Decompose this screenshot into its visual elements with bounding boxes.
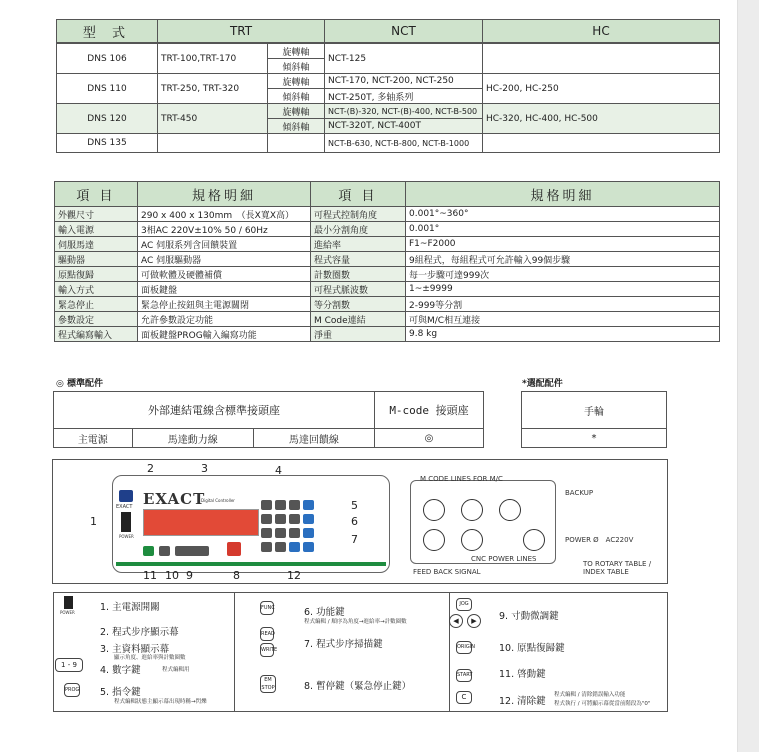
spec-header: 項 目 <box>311 182 406 207</box>
spec-value: 0.001°~360° <box>406 207 720 222</box>
callout-7: 7 <box>351 533 358 546</box>
acc-mcode: M-code 接頭座 <box>375 392 484 429</box>
start-key[interactable] <box>143 546 154 556</box>
display-screen <box>143 509 259 536</box>
write-key[interactable] <box>303 542 314 552</box>
nct-cell: NCT-(B)-320, NCT-(B)-400, NCT-B-500 <box>325 104 483 119</box>
accessories-title: ◎ 標準配件 <box>56 379 103 389</box>
keypad-key[interactable] <box>289 500 300 510</box>
power-switch-icon <box>64 596 73 609</box>
spec-value: 允許參數設定功能 <box>138 312 311 327</box>
legend-sub-6: 程式編輯 / 順序為角度→進給率→計數圈數 <box>304 619 407 625</box>
axis-cell: 傾斜軸 <box>268 89 325 104</box>
read-key[interactable] <box>303 528 314 538</box>
axis-cell: 傾斜軸 <box>268 59 325 74</box>
opt-mark: * <box>522 429 667 448</box>
nct-cell: NCT-320T, NCT-400T <box>325 119 483 134</box>
spec-value: F1~F2000 <box>406 237 720 252</box>
callout-8: 8 <box>233 569 240 582</box>
hc-cell: HC-200, HC-250 <box>483 74 720 104</box>
dns-cell: DNS 135 <box>57 134 158 153</box>
acc-item: 馬達動力線 <box>132 429 253 448</box>
header-trt: TRT <box>158 20 325 44</box>
table-row <box>55 297 720 312</box>
acc-item: ◎ <box>375 429 484 448</box>
axis-cell: 旋轉軸 <box>268 43 325 59</box>
legend-sub-5: 程式編輯狀態主顯示幕出現時稱→閃爍 <box>114 699 207 705</box>
keypad-key[interactable] <box>275 514 286 524</box>
trt-cell: TRT-100,TRT-170 <box>158 43 268 74</box>
spec-value: 面板鍵盤PROG輸入編寫功能 <box>138 327 311 342</box>
legend-item-4: 4. 數字鍵 <box>100 665 141 676</box>
spec-table <box>54 181 720 342</box>
spec-value: 可做軟體及硬體補償 <box>138 267 311 282</box>
nct-cell: NCT-250T, 多轴系列 <box>325 89 483 104</box>
origin-key[interactable] <box>159 546 170 556</box>
spec-value: 3相AC 220V±10% 50 / 60Hz <box>138 222 311 237</box>
legend-sub-4: 程式編輯用 <box>162 667 190 673</box>
nct-cell: NCT-B-630, NCT-B-800, NCT-B-1000 <box>325 134 483 153</box>
clear-key[interactable] <box>289 542 300 552</box>
model-header-row <box>57 20 720 44</box>
table-row <box>55 207 720 222</box>
callout-10: 10 <box>165 569 179 582</box>
table-row <box>57 74 720 89</box>
dns-cell: DNS 110 <box>57 74 158 104</box>
accessories-table <box>53 391 484 448</box>
options-title: *選配配件 <box>522 379 563 389</box>
power-connector-icon <box>523 529 545 551</box>
table-row <box>55 327 720 342</box>
spec-label: 輸入電源 <box>55 222 138 237</box>
spec-label: 淨重 <box>311 327 406 342</box>
legend-item-5: 5. 指令鍵 <box>100 687 141 698</box>
acc-item: 主電源 <box>54 429 133 448</box>
keypad-key[interactable] <box>261 514 272 524</box>
table-row <box>57 134 720 153</box>
spec-value: 面板鍵盤 <box>138 282 311 297</box>
table-row <box>57 104 720 119</box>
origin-key-icon: ORIGIN <box>456 641 472 654</box>
panel-stripe <box>116 562 386 566</box>
conn-power: POWER Ø AC220V <box>565 536 634 544</box>
table-row <box>522 392 667 429</box>
spec-label: 輸入方式 <box>55 282 138 297</box>
keypad-key[interactable] <box>261 528 272 538</box>
spec-label: 程式容量 <box>311 252 406 267</box>
legend-sub-12b: 程式執行 / 可將顯示幕從當前階段為"0" <box>554 701 651 707</box>
exact-logo-icon <box>119 490 133 502</box>
spec-label: 外觀尺寸 <box>55 207 138 222</box>
table-row <box>57 43 720 59</box>
spec-label: 緊急停止 <box>55 297 138 312</box>
spec-header: 規格明細 <box>138 182 311 207</box>
spec-label: 等分割數 <box>311 297 406 312</box>
acc-main: 外部連結電線含標準接頭座 <box>54 392 375 429</box>
mcode-connector-icon <box>423 499 445 521</box>
header-hc: HC <box>483 20 720 44</box>
conn-mcode: M CODE LINES FOR M/C <box>420 475 503 483</box>
callout-6: 6 <box>351 515 358 528</box>
start-key-icon: START <box>456 669 472 682</box>
axis-cell <box>268 134 325 153</box>
table-row <box>55 312 720 327</box>
legend-item-7: 7. 程式步序掃描鍵 <box>304 639 383 650</box>
spec-value: 9.8 kg <box>406 327 720 342</box>
power-text: POWER <box>119 534 134 539</box>
spec-header-row <box>55 182 720 207</box>
legend-icon-label: POWER <box>60 610 75 615</box>
feedback-connector-icon <box>423 529 445 551</box>
spec-label: 計數圈數 <box>311 267 406 282</box>
legend-item-11: 11. 啓動鍵 <box>499 669 546 680</box>
table-row <box>55 222 720 237</box>
callout-12: 12 <box>287 569 301 582</box>
options-table <box>521 391 667 448</box>
write-key-icon: WRITE <box>260 643 274 657</box>
conn-cnc: CNC POWER LINES <box>471 555 537 563</box>
acc-item: 馬達回饋線 <box>253 429 374 448</box>
spec-value: 9組程式，每組程式可允許輸入99個步驟 <box>406 252 720 267</box>
keypad-key[interactable] <box>261 542 272 552</box>
read-key-icon: READ <box>260 627 274 641</box>
em-stop-key[interactable] <box>227 542 241 556</box>
trt-cell: TRT-450 <box>158 104 268 134</box>
axis-cell: 傾斜軸 <box>268 119 325 134</box>
callout-5: 5 <box>351 499 358 512</box>
jog-right-icon: ▶ <box>467 614 481 628</box>
keypad-key[interactable] <box>275 500 286 510</box>
legend-item-9: 9. 寸動微調鍵 <box>499 611 559 622</box>
spec-value: AC 伺服系列含回饋裝置 <box>138 237 311 252</box>
legend-item-1: 1. 主電源開關 <box>100 602 160 613</box>
back-panel <box>410 480 556 564</box>
clear-key-icon: C <box>456 691 472 704</box>
prog-key-icon: PROG <box>64 683 80 697</box>
table-row <box>54 429 484 448</box>
front-panel <box>112 475 390 573</box>
number-keys-icon: 1 - 9 <box>55 658 83 672</box>
spec-value: 每一步驟可達999次 <box>406 267 720 282</box>
model-table <box>56 19 720 153</box>
legend-item-8: 8. 暫停鍵（緊急停止鍵） <box>304 681 412 692</box>
table-row <box>55 252 720 267</box>
brand-subtitle: Digital Controller <box>201 498 235 503</box>
spec-value: AC 伺服驅動器 <box>138 252 311 267</box>
spec-value: 290 x 400 x 130mm （長X寬X高） <box>138 207 311 222</box>
callout-11: 11 <box>143 569 157 582</box>
axis-cell: 旋轉軸 <box>268 104 325 119</box>
trt-cell: TRT-250, TRT-320 <box>158 74 268 104</box>
spec-label: 可程式控制角度 <box>311 207 406 222</box>
jog-key-icon: JOG <box>456 598 472 611</box>
logo-text: EXACT <box>116 504 133 510</box>
keypad-key[interactable] <box>275 528 286 538</box>
func-key-icon: FUNC <box>260 601 274 615</box>
spec-label: 參數設定 <box>55 312 138 327</box>
dns-cell: DNS 106 <box>57 43 158 74</box>
em-stop-key-icon: EM STOP <box>261 677 275 691</box>
controller-diagram <box>52 459 668 584</box>
spec-label: M Code連結 <box>311 312 406 327</box>
legend-item-6: 6. 功能鍵 <box>304 607 345 618</box>
spec-header: 規格明細 <box>406 182 720 207</box>
spec-value: 0.001° <box>406 222 720 237</box>
axis-cell: 旋轉軸 <box>268 74 325 89</box>
conn-backup: BACKUP <box>565 489 594 497</box>
backup-connector-icon <box>499 499 521 521</box>
func-key[interactable] <box>303 514 314 524</box>
callout-2: 2 <box>147 462 154 475</box>
hc-cell: HC-320, HC-400, HC-500 <box>483 104 720 134</box>
legend-item-12: 12. 清除鍵 <box>499 696 546 707</box>
spec-label: 原點復歸 <box>55 267 138 282</box>
divider <box>234 593 235 711</box>
keypad-key[interactable] <box>261 500 272 510</box>
table-row <box>55 282 720 297</box>
power-switch-icon[interactable] <box>121 512 131 532</box>
spec-value: 1~±9999 <box>406 282 720 297</box>
hc-cell <box>483 134 720 153</box>
spec-label: 伺服馬達 <box>55 237 138 252</box>
table-row <box>55 237 720 252</box>
spec-value: 2-999等分割 <box>406 297 720 312</box>
opt-item: 手輪 <box>522 392 667 429</box>
jog-keys[interactable] <box>175 546 209 556</box>
callout-9: 9 <box>186 569 193 582</box>
spec-value: 緊急停止按鈕與主電源關閉 <box>138 297 311 312</box>
nct-cell: NCT-170, NCT-200, NCT-250 <box>325 74 483 89</box>
legend-item-3: 3. 主資料顯示幕 <box>100 644 170 655</box>
spec-label: 最小分割角度 <box>311 222 406 237</box>
legend-panel <box>53 592 668 712</box>
callout-4: 4 <box>275 464 282 477</box>
legend-sub-3: 顯示角度、進給率與計數圈數 <box>114 655 186 661</box>
callout-3: 3 <box>201 462 208 475</box>
divider <box>449 593 450 711</box>
spec-label: 程式編寫輸入 <box>55 327 138 342</box>
connector-icon <box>461 499 483 521</box>
table-row <box>54 392 484 429</box>
scrollbar-strip <box>737 0 759 752</box>
table-row <box>55 267 720 282</box>
jog-left-icon: ◀ <box>449 614 463 628</box>
nct-cell: NCT-125 <box>325 43 483 74</box>
dns-cell: DNS 120 <box>57 104 158 134</box>
cnc-connector-icon <box>461 529 483 551</box>
legend-item-2: 2. 程式步序顯示幕 <box>100 627 179 638</box>
keypad-key[interactable] <box>289 514 300 524</box>
header-model: 型 式 <box>57 20 158 44</box>
spec-label: 進給率 <box>311 237 406 252</box>
trt-cell <box>158 134 268 153</box>
conn-rotary: TO ROTARY TABLE / <box>583 560 652 568</box>
callout-1: 1 <box>90 515 97 528</box>
conn-index: INDEX TABLE <box>583 568 629 576</box>
brand-title: EXACT <box>143 490 206 508</box>
conn-feedback: FEED BACK SIGNAL <box>413 568 481 576</box>
hc-cell <box>483 43 720 74</box>
legend-item-10: 10. 原點復歸鍵 <box>499 643 565 654</box>
spec-header: 項 目 <box>55 182 138 207</box>
table-row <box>522 429 667 448</box>
spec-value: 可與M/C相互連接 <box>406 312 720 327</box>
legend-sub-12: 程式編輯 / 清除錯誤輸入功能 <box>554 692 626 698</box>
header-nct: NCT <box>325 20 483 44</box>
keypad-key[interactable] <box>289 528 300 538</box>
keypad-key[interactable] <box>275 542 286 552</box>
prog-key[interactable] <box>303 500 314 510</box>
spec-label: 可程式脈波數 <box>311 282 406 297</box>
spec-label: 驅動器 <box>55 252 138 267</box>
